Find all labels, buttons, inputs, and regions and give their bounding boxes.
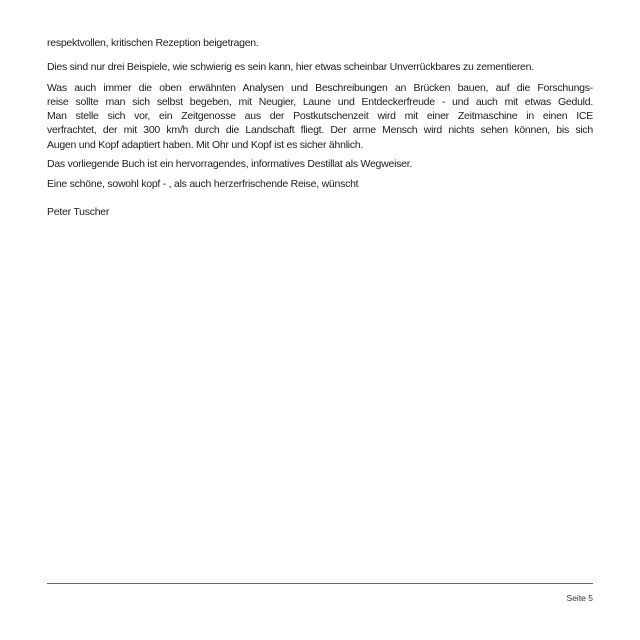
paragraph-book-praise: Das vorliegende Buch ist ein hervorragendes, informatives Destillat als Wegweiser. bbox=[47, 158, 413, 171]
paragraph-line: verfrachtet, der mit 300 km/h durch die Landschaft fliegt. Der arme Mensch wird nichts sehen können, bis sich bbox=[47, 124, 593, 137]
page-content bbox=[47, 36, 593, 219]
paragraph-line: Augen und Kopf adaptiert haben. Mit Ohr und Kopf ist es sicher ähnlich. bbox=[47, 138, 364, 151]
footer-divider bbox=[47, 583, 593, 584]
paragraph-closing-line: respektvollen, kritischen Rezeption beigetragen. bbox=[47, 37, 259, 49]
paragraph-wish: Eine schöne, sowohl kopf - , als auch herzerfrischende Reise, wünscht bbox=[47, 178, 359, 191]
paragraph-examples: Dies sind nur drei Beispiele, wie schwierig es sein kann, hier etwas scheinbar Unverrückbares zu zementieren. bbox=[47, 61, 534, 74]
signature-name: Peter Tuscher bbox=[47, 205, 110, 218]
paragraph-line: reise sollte man sich selbst begeben, mit Neugier, Laune und Entdeckerfreude - und auch mit etwas Geduld. bbox=[47, 95, 593, 108]
paragraph-line: Man stelle sich vor, ein Zeitgenosse aus der Postkutschenzeit wird mit einer Zeitmaschine in einen ICE bbox=[47, 110, 593, 123]
paragraph-line: Was auch immer die oben erwähnten Analysen und Beschreibungen an Brücken bauen, auf die Forschungs- bbox=[47, 81, 593, 94]
page-number: Seite 5 bbox=[566, 593, 593, 603]
paragraph-journey bbox=[47, 81, 593, 152]
